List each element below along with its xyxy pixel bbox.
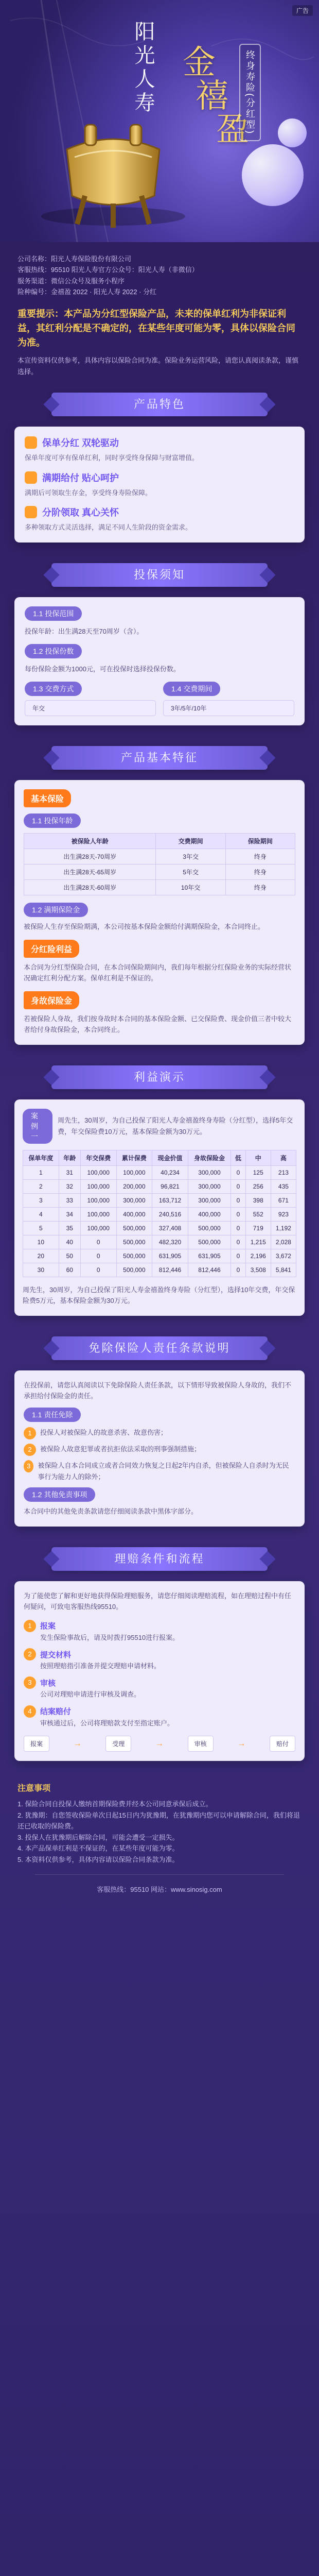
benefit-cell: 100,000 xyxy=(80,1165,116,1179)
age-cell: 出生满28天-65周岁 xyxy=(24,865,156,880)
benefit-cell: 812,446 xyxy=(152,1263,188,1277)
features-title: 产品特色 xyxy=(51,393,268,416)
example2-desc: 周先生，30周岁，为自己投保了阳光人寿金禧盈终身寿险（分红型），选择10年交费，年交保险费5万元，基本保险金额为30万元。 xyxy=(23,1285,295,1305)
benefit-cell: 4 xyxy=(23,1207,59,1221)
exemption-title: 免除保险人责任条款说明 xyxy=(51,1336,268,1360)
note-5: 5. 本资料仅供参考，具体内容请以保险合同条款为准。 xyxy=(17,1855,179,1863)
claim-section xyxy=(0,1542,319,1777)
benefit-cell: 3 xyxy=(23,1193,59,1207)
benefit-cell: 671 xyxy=(271,1193,296,1207)
list-number-1: 1 xyxy=(24,1427,36,1439)
notice-detail: 本宣传资料仅供参考，具体内容以保险合同为准。保险业务运营风险，请您认真阅读条款，谨慎选择。 xyxy=(17,357,299,376)
note-4: 4. 本产品保单红利是不保证的，在某些年度可能为零。 xyxy=(17,1844,179,1853)
features-card xyxy=(14,427,305,542)
age-cell: 10年交 xyxy=(156,880,225,895)
benefit-cell: 435 xyxy=(271,1179,296,1193)
benefit-cell: 0 xyxy=(231,1165,246,1179)
plan-chip-payment-period xyxy=(163,682,294,716)
benefit-cell: 0 xyxy=(231,1179,246,1193)
exemption-item-1: 投保人对被保险人的故意杀害、故意伤害； xyxy=(40,1429,168,1437)
age-cell: 3年交 xyxy=(156,849,225,865)
plan-chip-payment-method xyxy=(25,682,156,716)
product-info-card xyxy=(14,780,305,1044)
benefit-cell: 631,905 xyxy=(188,1249,231,1263)
benefit-demo-section xyxy=(0,1060,319,1331)
benefit-header-5: 现金价值 xyxy=(152,1150,188,1165)
benefit-cell: 500,000 xyxy=(116,1221,152,1235)
example-label: 案例一 xyxy=(23,1109,52,1144)
benefit-cell: 33 xyxy=(59,1193,80,1207)
benefit-cell: 482,320 xyxy=(152,1235,188,1249)
step-number-1: 1 xyxy=(24,1620,36,1632)
benefit-cell: 327,408 xyxy=(152,1221,188,1235)
arrow-right-icon: → xyxy=(237,1739,246,1748)
benefit-cell: 3,508 xyxy=(245,1263,271,1277)
flow-box-1: 报案 xyxy=(24,1736,49,1752)
feature-title-2: 满期给付 贴心呵护 xyxy=(42,472,119,483)
benefit-cell: 500,000 xyxy=(188,1221,231,1235)
arrow-right-icon: → xyxy=(155,1739,164,1748)
product-info-section xyxy=(0,741,319,1060)
exemption-item-2: 被保险人故意犯罪或者抗拒依法采取的刑事强制措施； xyxy=(40,1445,201,1453)
plan-chips-row xyxy=(25,682,294,716)
intro-line-3: 服务渠道：微信公众号及服务小程序 xyxy=(17,277,125,285)
benefit-cell: 40,234 xyxy=(152,1165,188,1179)
exemption-intro: 在投保前，请您认真阅读以下免除保险人责任条款，以下情形导致被保险人身故的，我们不承担给付保险金的责任。 xyxy=(24,1381,292,1400)
benefit-cell: 30 xyxy=(23,1263,59,1277)
plan-chip-label-2: 1.4 交费期间 xyxy=(163,682,220,696)
benefit-table-row xyxy=(23,1235,296,1249)
benefit-cell: 100,000 xyxy=(80,1221,116,1235)
plan-chip-value-1: 年交 xyxy=(25,700,156,716)
benefit-cell: 400,000 xyxy=(116,1207,152,1221)
benefit-cell: 552 xyxy=(245,1207,271,1221)
benefit-cell: 0 xyxy=(231,1249,246,1263)
calendar-icon xyxy=(25,471,37,484)
benefit-cell: 100,000 xyxy=(80,1193,116,1207)
feature-item-3 xyxy=(25,505,294,533)
example-desc: 周先生，30周岁，为自己投保了阳光人寿金禧盈终身寿险（分红型），选择5年交费，年交保险费10万元，基本保险金额为30万元。 xyxy=(58,1116,293,1136)
ad-label: 广告 xyxy=(292,5,313,16)
benefit-header-3: 年交保费 xyxy=(80,1150,116,1165)
claim-steps xyxy=(24,1620,295,1729)
benefit-cell: 0 xyxy=(80,1263,116,1277)
plan-chip-value-2: 3年/5年/10年 xyxy=(163,700,294,716)
benefit-table-row xyxy=(23,1207,296,1221)
step-title-1: 报案 xyxy=(40,1622,56,1631)
benefit-table-body xyxy=(23,1165,296,1277)
benefit-cell: 40 xyxy=(59,1235,80,1249)
shield-icon xyxy=(25,436,37,449)
step-desc-3: 公司对理赔申请进行审核及调查。 xyxy=(40,1690,141,1699)
benefit-cell: 20 xyxy=(23,1249,59,1263)
product-info-title: 产品基本特征 xyxy=(51,746,268,770)
exemption-sub-2: 1.2 其他免责事项 xyxy=(24,1487,95,1502)
benefit-header-1: 保单年度 xyxy=(23,1150,59,1165)
benefit-cell: 240,516 xyxy=(152,1207,188,1221)
benefit-cell: 2,196 xyxy=(245,1249,271,1263)
benefit-cell: 256 xyxy=(245,1179,271,1193)
benefit-cell: 923 xyxy=(271,1207,296,1221)
step-title-2: 提交材料 xyxy=(40,1650,72,1659)
benefit-cell: 32 xyxy=(59,1179,80,1193)
benefit-cell: 300,000 xyxy=(188,1179,231,1193)
benefit-demo-title: 利益演示 xyxy=(51,1065,268,1089)
features-section xyxy=(0,384,319,557)
age-cell: 5年交 xyxy=(156,865,225,880)
benefit-cell: 3,672 xyxy=(271,1249,296,1263)
product-sub-2: 1.2 满期保险金 xyxy=(24,903,88,917)
benefit-cell: 0 xyxy=(80,1235,116,1249)
benefit-header-6: 身故保险金 xyxy=(188,1150,231,1165)
risk-notice: 重要提示：本产品为分红型保险产品，未来的保单红利为非保证利益，其红利分配是不确定的，在某些年度可能为零，具体以保险合同为准。 xyxy=(17,308,295,348)
benefit-cell: 96,821 xyxy=(152,1179,188,1193)
footer-divider xyxy=(35,1874,284,1875)
benefit-cell: 163,712 xyxy=(152,1193,188,1207)
exemption-sub-1: 1.1 责任免除 xyxy=(24,1408,81,1422)
benefit-cell: 1,215 xyxy=(245,1235,271,1249)
benefit-table-row xyxy=(23,1263,296,1277)
benefit-table-row xyxy=(23,1249,296,1263)
age-cell: 终身 xyxy=(225,865,295,880)
benefit-cell: 125 xyxy=(245,1165,271,1179)
note-2: 2. 犹豫期：自您签收保险单次日起15日内为犹豫期，在犹豫期内您可以申请解除合同，我们将退还已收取的保险费。 xyxy=(17,1811,300,1831)
exemption-section xyxy=(0,1331,319,1542)
benefit-cell: 10 xyxy=(23,1235,59,1249)
benefit-cell: 300,000 xyxy=(116,1193,152,1207)
step-number-3: 3 xyxy=(24,1676,36,1689)
benefit-cell: 0 xyxy=(231,1263,246,1277)
plan-chip-label-1: 1.3 交费方式 xyxy=(25,682,82,696)
age-cell: 出生满28天-70周岁 xyxy=(24,849,156,865)
feature-item-1 xyxy=(25,436,294,463)
benefit-cell: 500,000 xyxy=(116,1235,152,1249)
note-3: 3. 投保人在犹豫期后解除合同，可能会遭受一定损失。 xyxy=(17,1833,179,1841)
benefit-header-2: 年龄 xyxy=(59,1150,80,1165)
claim-step-1 xyxy=(24,1620,295,1643)
benefit-cell: 0 xyxy=(80,1249,116,1263)
feature-title-1: 保单分红 双轮驱动 xyxy=(42,438,119,449)
plan-subtitle-2: 1.2 投保份数 xyxy=(25,644,82,658)
title-yangguang-renshou: 阳光人寿 xyxy=(132,21,155,115)
benefit-cell: 500,000 xyxy=(116,1263,152,1277)
footer-notes xyxy=(0,1776,319,1916)
benefit-cell: 1,192 xyxy=(271,1221,296,1235)
benefit-cell: 812,446 xyxy=(188,1263,231,1277)
benefit-header-4: 累计保费 xyxy=(116,1150,152,1165)
flow-box-2: 受理 xyxy=(105,1736,131,1752)
claim-title: 理赔条件和流程 xyxy=(51,1547,268,1571)
age-cell: 终身 xyxy=(225,849,295,865)
hero-header xyxy=(0,0,319,242)
subtitle-vertical: 终身寿险(分红型) xyxy=(239,44,261,141)
benefit-cell: 1 xyxy=(23,1165,59,1179)
claim-step-3 xyxy=(24,1676,295,1700)
intro-line-1: 公司名称：阳光人寿保险股份有限公司 xyxy=(17,255,132,263)
age-table-row xyxy=(24,880,295,895)
benefit-cell: 0 xyxy=(231,1207,246,1221)
claim-intro: 为了能使您了解和更好地获得保险理赔服务，请您仔细阅读理赔流程，如在理赔过程中有任何疑问，可致电客服热线95510。 xyxy=(24,1591,292,1611)
flow-box-3: 审核 xyxy=(188,1736,214,1752)
death-desc: 若被保险人身故，我们按身故时本合同的基本保险金额、已交保险费、现金价值三者中较大者给付身故保险金，本合同终止。 xyxy=(24,1014,292,1034)
benefit-cell: 300,000 xyxy=(188,1165,231,1179)
dividend-desc: 本合同为分红型保险合同，在本合同保险期间内，我们每年根据分红保险业务的实际经营状况确定红利分配方案。保单红利是不保证的。 xyxy=(24,963,292,982)
plan-desc-2: 每份保险金额为1000元，可在投保时选择投保份数。 xyxy=(25,665,180,673)
benefit-cell: 213 xyxy=(271,1165,296,1179)
insurance-plan-title: 投保须知 xyxy=(51,563,268,587)
age-table-header-1: 被保险人年龄 xyxy=(24,834,156,849)
title-jin: 金 xyxy=(183,44,216,81)
plan-subtitle-1: 1.1 投保范围 xyxy=(25,606,82,621)
benefit-cell: 5,841 xyxy=(271,1263,296,1277)
benefit-header-9: 高 xyxy=(271,1150,296,1165)
banner-basic: 基本保险 xyxy=(24,789,71,807)
age-table-row xyxy=(24,849,295,865)
benefit-cell: 100,000 xyxy=(80,1179,116,1193)
age-cell: 终身 xyxy=(225,880,295,895)
claim-card xyxy=(14,1581,305,1761)
benefit-table xyxy=(23,1150,296,1277)
benefit-header-7: 低 xyxy=(231,1150,246,1165)
step-number-2: 2 xyxy=(24,1648,36,1660)
flow-box-4: 赔付 xyxy=(270,1736,295,1752)
benefit-cell: 5 xyxy=(23,1221,59,1235)
benefit-cell: 2 xyxy=(23,1179,59,1193)
footer-contact: 客服热线：95510 网站：www.sinosig.com xyxy=(97,1885,222,1893)
benefit-cell: 719 xyxy=(245,1221,271,1235)
exemption-list xyxy=(24,1427,295,1482)
benefit-cell: 0 xyxy=(231,1221,246,1235)
benefit-cell: 35 xyxy=(59,1221,80,1235)
feature-desc-2: 满期后可领取生存金，享受终身寿险保障。 xyxy=(25,488,152,497)
benefit-cell: 200,000 xyxy=(116,1179,152,1193)
notes-title: 注意事项 xyxy=(17,1784,51,1793)
step-title-3: 审核 xyxy=(40,1679,56,1688)
step-number-4: 4 xyxy=(24,1705,36,1718)
benefit-demo-card xyxy=(14,1099,305,1316)
list-number-3: 3 xyxy=(24,1460,33,1472)
feature-item-2 xyxy=(25,471,294,498)
benefit-cell: 31 xyxy=(59,1165,80,1179)
step-desc-4: 审核通过后，公司将理赔款支付至指定账户。 xyxy=(40,1719,174,1727)
plan-desc-1: 投保年龄：出生满28天至70周岁（含）。 xyxy=(25,627,144,635)
title-xi: 禧 xyxy=(196,78,228,114)
arrow-right-icon: → xyxy=(73,1739,82,1748)
claim-step-2 xyxy=(24,1648,295,1671)
age-table-row xyxy=(24,865,295,880)
benefit-table-row xyxy=(23,1193,296,1207)
benefit-cell: 398 xyxy=(245,1193,271,1207)
benefit-header-8: 中 xyxy=(245,1150,271,1165)
benefit-cell: 100,000 xyxy=(80,1207,116,1221)
feature-desc-1: 保单年度可享有保单红利，同时享受终身保障与财富增值。 xyxy=(25,454,199,462)
step-desc-1: 发生保险事故后，请及时拨打95510进行报案。 xyxy=(40,1633,180,1641)
banner-death: 身故保险金 xyxy=(24,991,79,1009)
age-table-header-3: 保险期间 xyxy=(225,834,295,849)
decor-sphere-small xyxy=(278,118,307,147)
benefit-cell: 100,000 xyxy=(116,1165,152,1179)
claim-step-4 xyxy=(24,1705,295,1728)
benefit-table-row xyxy=(23,1221,296,1235)
benefit-cell: 60 xyxy=(59,1263,80,1277)
list-number-2: 2 xyxy=(24,1444,36,1456)
benefit-cell: 2,028 xyxy=(271,1235,296,1249)
benefit-cell: 34 xyxy=(59,1207,80,1221)
benefit-cell: 50 xyxy=(59,1249,80,1263)
benefit-cell: 500,000 xyxy=(116,1249,152,1263)
intro-section xyxy=(0,242,319,384)
benefit-cell: 0 xyxy=(231,1193,246,1207)
banner-dividend: 分红险利益 xyxy=(24,940,79,958)
step-desc-2: 按照理赔指引准备并提交理赔申请材料。 xyxy=(40,1662,161,1670)
golden-tripod-illustration xyxy=(31,108,196,232)
benefit-cell: 0 xyxy=(231,1235,246,1249)
insurance-plan-section xyxy=(0,558,319,741)
exemption-card xyxy=(14,1370,305,1527)
claim-flow-row xyxy=(24,1736,295,1752)
benefit-cell: 300,000 xyxy=(188,1193,231,1207)
note-1: 1. 保险合同自投保人缴纳首期保险费并经本公司同意承保后成立。 xyxy=(17,1800,212,1808)
feature-title-3: 分阶领取 真心关怀 xyxy=(42,507,119,518)
benefit-table-row xyxy=(23,1165,296,1179)
benefit-cell: 500,000 xyxy=(188,1235,231,1249)
heart-icon xyxy=(25,506,37,518)
step-title-4: 结案赔付 xyxy=(40,1707,72,1717)
product-sub2-desc: 被保险人生存至保险期满，本公司按基本保险金额给付满期保险金，本合同终止。 xyxy=(24,923,265,931)
decor-sphere-large xyxy=(242,144,304,206)
title-ying: 盈 xyxy=(216,111,249,148)
benefit-cell: 400,000 xyxy=(188,1207,231,1221)
intro-line-2: 客服热线：95510 阳光人寿官方公众号：阳光人寿（非微信） xyxy=(17,266,199,274)
age-cell: 出生满28天-60周岁 xyxy=(24,880,156,895)
exemption-item-3: 被保险人自本合同成立或者合同效力恢复之日起2年内自杀，但被保险人自杀时为无民事行为能力人的除外； xyxy=(38,1462,289,1481)
product-sub-1: 1.1 投保年龄 xyxy=(24,814,81,828)
benefit-cell: 631,905 xyxy=(152,1249,188,1263)
age-table-header-2: 交费期间 xyxy=(156,834,225,849)
age-table xyxy=(24,833,295,895)
benefit-table-row xyxy=(23,1179,296,1193)
feature-desc-3: 多种领取方式灵活选择，满足不同人生阶段的资金需求。 xyxy=(25,523,192,532)
insurance-plan-card xyxy=(14,597,305,726)
intro-line-4: 险种编号：金禧盈 2022 · 阳光人寿 2022 · 分红 xyxy=(17,288,157,296)
exemption-other-desc: 本合同中的其他免责条款请您仔细阅读条款中黑体字部分。 xyxy=(24,1507,198,1516)
